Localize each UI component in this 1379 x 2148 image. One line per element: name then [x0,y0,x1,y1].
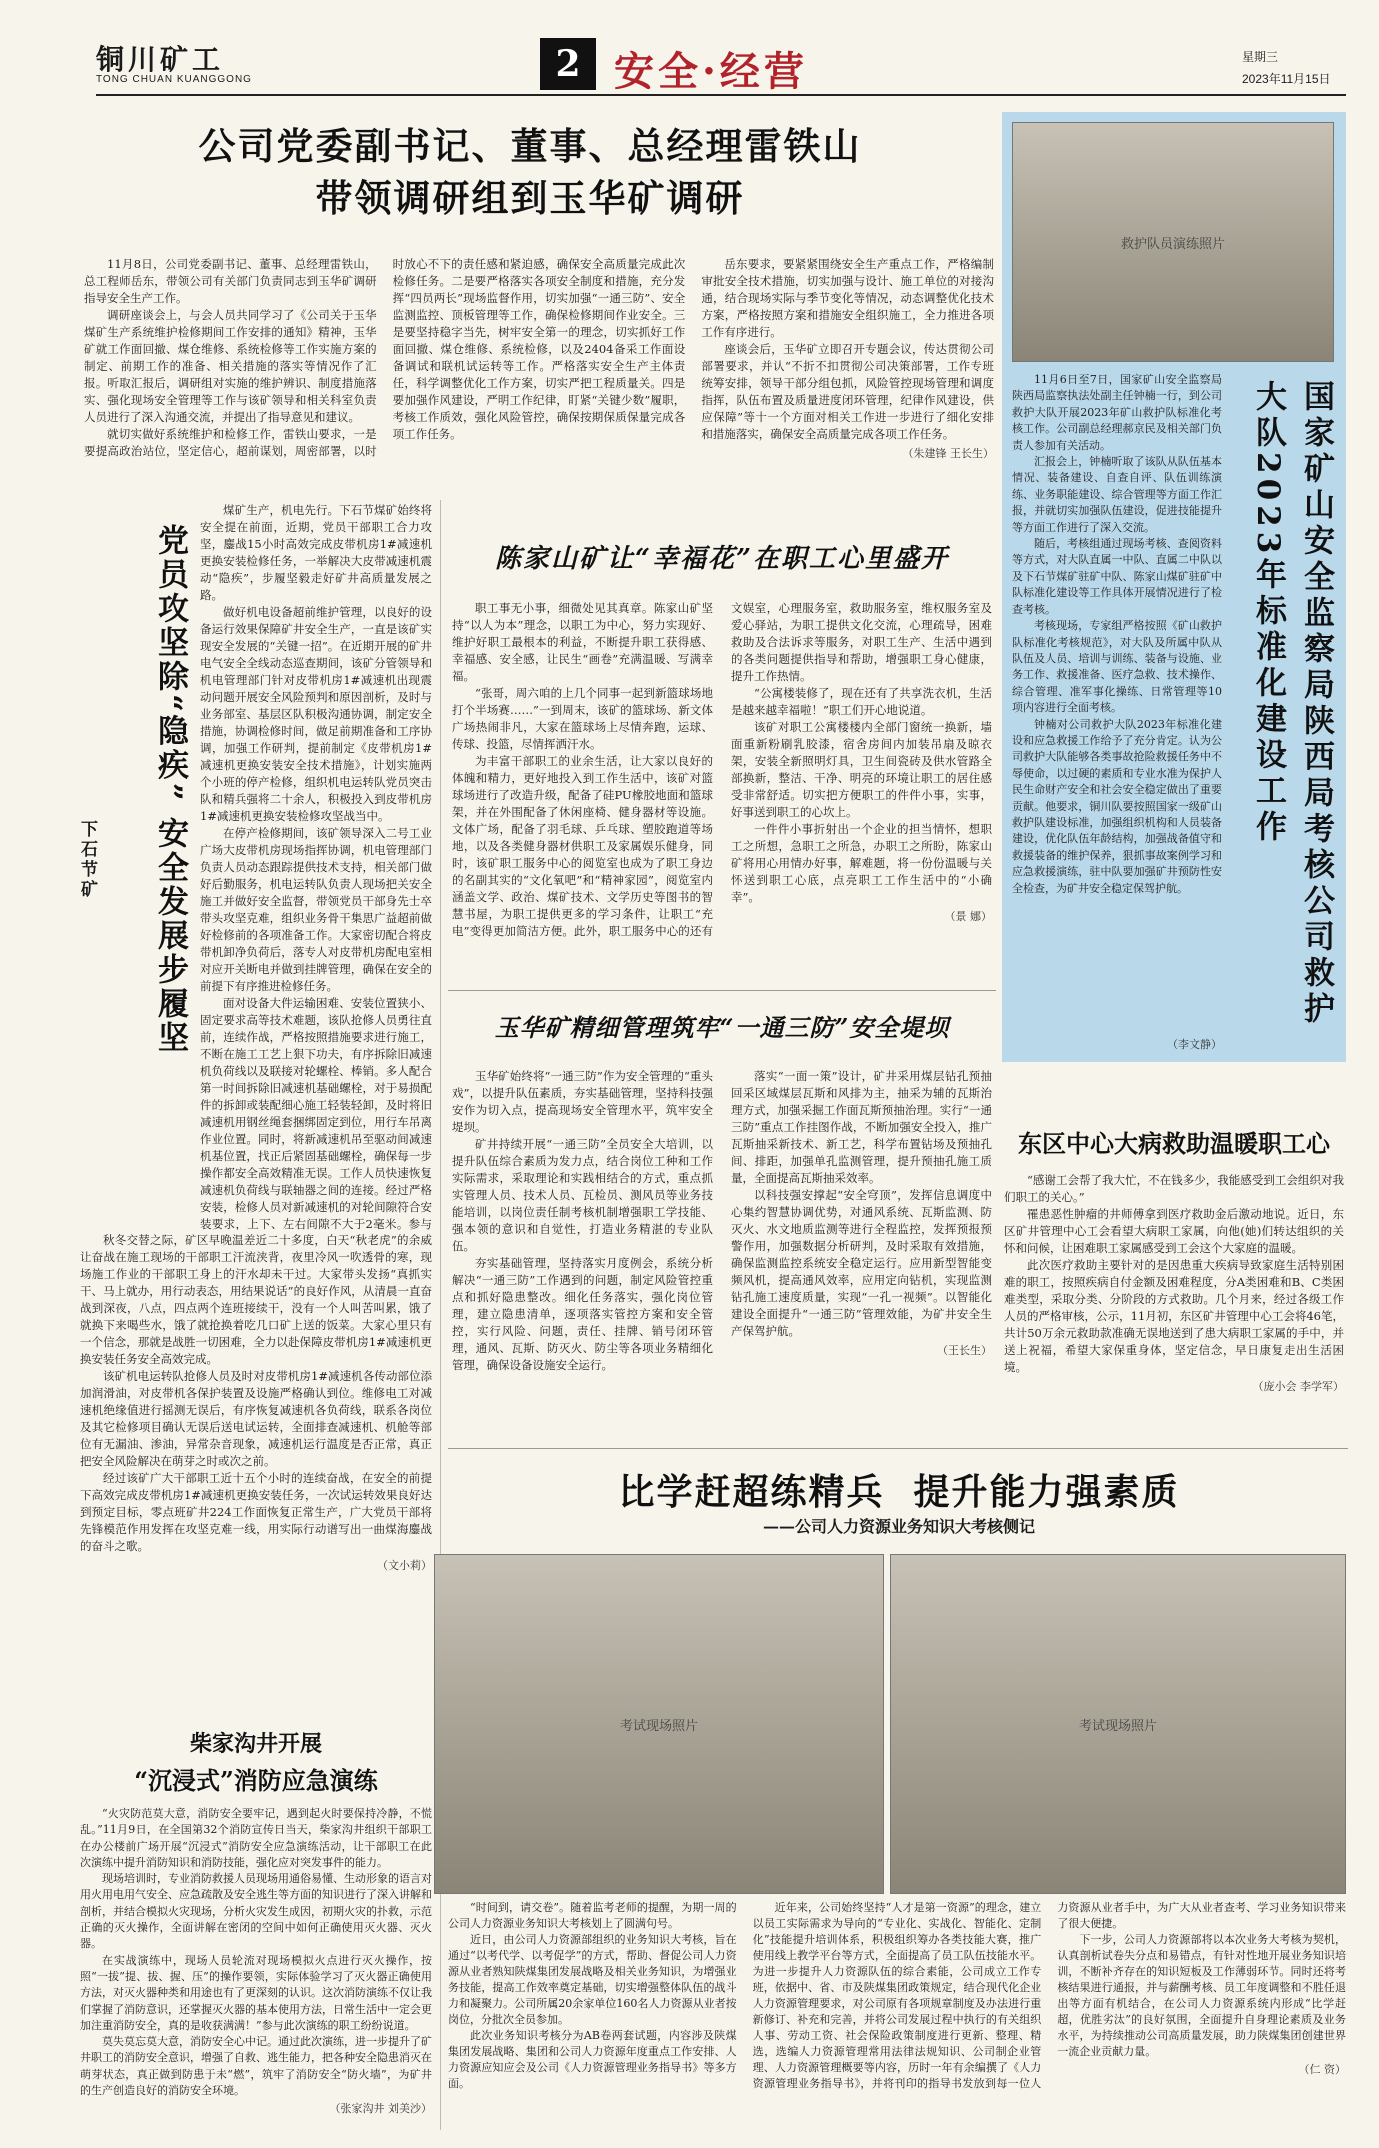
lead-para: 岳东要求，要紧紧围绕安全生产重点工作，严格编制审批安全技术措施，切实加强与设计、施工单位的对接沟通，结合现场实际与季节变化等情况，动态调整优化技术方案，严格按照方案和措施安全组织施工，全力推进各项工作有序进行。 [701,257,994,339]
donghospital-body [1004,1172,1344,1442]
rescue-para: 钟楠对公司救护大队2023年标准化建设和应急救援工作给予了充分肯定。认为公司救护大队能够各类事故抢险救援任务中不辱使命，以过硬的素质和专业水准为保护人民生命财产安全和社会安全稳定做出了重要贡献。他要求，铜川队要按照国家一级矿山救护队建设标准，加强组织机构和人员装备建设，优化队伍年龄结构，加强战备值守和救援装备的维护保养，狠抓事故案例学习和应急救援演练，驻中队要加强矿井预防性安全检查，为矿井安全稳定保驾护航。 [1012,717,1222,895]
fire-para: 莫失莫忘莫大意，消防安全心中记。通过此次演练，进一步提升了矿井职工的消防安全意识，增强了自救、逃生能力，把各种安全隐患消灭在萌芽状态，真正做到防患于未“燃”，筑牢了消防安全“防火墙”，为矿井的生产创造良好的消防安全环境。 [80,2035,432,2098]
yuhua-body [452,1068,992,1440]
masthead [0,0,1379,100]
lead-para: 调研座谈会上，与会人员共同学习了《公司关于玉华煤矿生产系统维护检修期间工作安排的通知》精神，玉华矿就工作面回撤、煤仓维修、系统检修等工作实施方案的制定、前期工作的准备、相关措施的落实等情况作了汇报。听取汇报后，调研组对实施的维护辨识、制度措施落实、强化现场安全管理等工作与该矿领导和相关科室负责人员进行了深入沟通交流，并提出了指导意见和建议。 [84,308,377,424]
hr-photo-right-label: 考试现场照片 [1078,1718,1157,1734]
chenjiashan-para: 职工事无小事，细微处见其真章。陈家山矿坚持“以人为本”理念，以职工为中心，努力实现好、维护好职工最根本的利益，不断提升职工获得感、幸福感、安全感，让民生“画卷”充满温暖、写满幸福。 [452,601,713,683]
hr-body [448,1900,1346,2140]
lead-para: 座谈会后，玉华矿立即召开专题会议，传达贯彻公司部署要求，并认“不折不扣贯彻公司决策部署，工作专班统筹安排，领导干部分组包抓，风险管控现场管理和调度指挥，队伍布置及质量进度闭环管理，纪律作风建设，供应保障”等十一个方面对相关工作进一步进行了细化安排和措施落实，确保安全高质量完成各项工作任务。 [701,342,994,441]
page-number: 2 [555,43,581,85]
fire-headline-line1: 柴家沟井开展 [189,1731,322,1757]
xiashijie-headline: 党员攻坚除“隐疾” 安全发展步履坚 [152,524,188,1056]
rescue-para: 汇报会上，钟楠听取了该队从队伍基本情况、装备建设、自查自评、队伍训练演练、业务职能建设、综合管理等方面工作汇报，并就切实加强队伍建设，促进技能提升等方面工作进行了深入交流。 [1012,455,1222,534]
masthead-rule [96,94,1346,96]
xiashijie-body-cont [80,1232,432,1722]
rescue-para: 随后，考核组通过现场考核、查阅资料等方式，对大队直属一中队、直属二中队以及下石节煤矿驻矿中队、陈家山煤矿驻矿中队标准化建设等工作具体开展情况进行了检查考核。 [1012,537,1222,616]
lead-para: 11月8日，公司党委副书记、董事、总经理雷铁山，总工程师岳东，带领公司有关部门负责同志到玉华矿调研指导安全生产工作。 [84,257,377,305]
xiashijie-para: 在停产检修期间，该矿领导深入二号工业广场大皮带机房现场指挥协调，机电管理部门负责人员动态跟踪提供技术支持，相关部门做好后勤服务，机电运转队负责人现场把关安全施工并做好安全监督，带领党员干部身先士卒带头攻坚克难，组织业务骨干集思广益超前做好检修前的各项准备工作。大家密切配合将皮带机卸净负荷后，落专人对皮带机房配电室相对应开关断电并做到挂牌管理，确保在安全的前提下有序推进检修任务。 [200,826,432,993]
xiashijie-para: 经过该矿广大干部职工近十五个小时的连续奋战，在安全的前提下高效完成皮带机房1#减速机更换安装任务，一次试运转效果良好达到预定目标，零点班矿井224工作面恢复正常生产，广大党员干部将先锋模范作用发挥在攻坚克难一线，用实际行动谱写出一曲煤海鏖战的奋斗之歌。 [80,1471,432,1553]
donghospital-headline: 东区中心大病救助温暖职工心 [1018,1129,1330,1158]
hr-para: 近日，由公司人力资源部组织的业务知识大考核，旨在通过“以考代学、以考促学”的方式，帮助、督促公司人力资源从业者熟知陕煤集团发展战略及相关业务知识，为增强业务技能，提高工作效率奠定基础，切实增强整体队伍的战斗力和凝聚力。公司所属20余家单位160名人力资源从业者按岗位，分批次全员参加。 [448,1933,737,2026]
xiashijie-para: 该矿机电运转队抢修人员及时对皮带机房1#减速机各传动部位添加润滑油，对皮带机各保护装置及设施严格确认到位。维修电工对减速机绝缘值进行摇测无误后，有序恢复减速机各负荷线，联系各岗位及其它检修项目确认无误后送电试运转，全面排查减速机、机舱等部位有无漏油、渗油，异常杂音现象，减速机运行温度是否正常，真正把安全风险解决在萌芽之时或次之前。 [80,1369,432,1468]
chenjiashan-para: “张哥，周六咱的上几个同事一起到新篮球场地打个半场赛……”一到周末，该矿的篮球场、新文体广场热闹非凡，大家在篮球场上尽情奔跑，运球、传球、投篮，尽情挥洒汗水。 [452,686,713,751]
yuhua-para: 玉华矿始终将“一通三防”作为安全管理的“重头戏”，以提升队伍素质，夯实基础管理，坚持科技强安作为切入点，提高现场安全管理水平，筑牢安全堤坝。 [452,1069,713,1134]
hr-photo-right [890,1554,1346,1894]
donghospital-byline: （庞小会 李学军） [1252,1380,1344,1393]
lead-headline-line2: 带领调研组到玉华矿调研 [315,176,745,220]
hr-para: “时间到，请交卷”。随着监考老师的提醒，为期一周的公司人力资源业务知识大考核划上了圆满句号。 [448,1901,737,1930]
lead-headline [80,120,980,224]
yuhua-headline: 玉华矿精细管理筑牢“一通三防”安全堤坝 [494,1013,950,1042]
donghospital-para: 罹患恶性肿瘤的井师傅拿到医疗救助金后激动地说。近日，东区矿井管理中心工会看望大病职工家属，向他(她)们转达组织的关怀和问候，让困难职工家属感受到工会这个大家庭的温暖。 [1004,1207,1344,1255]
rescue-para: 考核现场，专家组严格按照《矿山救护队标准化考核规范》，对大队及所属中队从队伍及人员、培训与训练、装备与设施、业务工作、救援准备、医疗急救、技术操作、综合管理、准军事化操练、日常管理等10项内容进行全面考核。 [1012,619,1222,715]
chenjiashan-para: 该矿对职工公寓楼楼内全部门窗统一换新，墙面重新粉刷乳胶漆，宿舍房间内加装吊扇及晾衣架，安装全新照明灯具，卫生间瓷砖及供水管路全部换新，整洁、干净、明亮的环境让职工的居住感受非常舒适。切实把方便职工的件件小事，实事，好事送到职工的心坎上。 [731,720,992,819]
donghospital-para: 此次医疗救助主要针对的是因患重大疾病导致家庭生活特别困难的职工，按照疾病自付金额及困难程度，分A类困难和B、C类困难类型，采取分类、分阶段的方式救助。几个月来，经过各级工作人员的严格审核，公示，11月初，东区矿井管理中心工会将46笔，共计50万余元救助款准确无误地送到了患大病职工家属的手中，并送上祝福，希望大家保重身体，坚定信念，早日康复走出生活困境。 [1004,1258,1344,1374]
hr-subhead: ——公司人力资源业务知识大考核侧记 [762,1517,1035,1536]
yuhua-para: 矿井持续开展“一通三防”全员安全大培训，以提升队伍综合素质为发力点，结合岗位工种和工作实际需求，采取理论和实践相结合的方式，重点抓实管理人员、技术人员、瓦检员、测风员等业务技能培训，以岗位责任制考核机制增强职工学技能、强本领的意识和自觉性，打造业务精湛的专业队伍。 [452,1137,713,1253]
xiashijie-byline: （文小莉） [377,1559,432,1572]
chenjiashan-byline: （景 娜） [944,910,992,923]
fire-byline: （张家沟井 刘美沙） [329,2102,432,2116]
yuhua-para: 落实“一面一策”设计，矿井采用煤层钻孔预抽回采区域煤层瓦斯和风排为主，抽采为辅的瓦斯治理方式，加强采掘工作面瓦斯预抽治理。实行“一通三防”重点工作挂图作战，不断加强安全投入，推广瓦斯抽采新技术、新工艺，科学布置钻场及预抽孔间、排距，加强单孔监测管理，提升预抽孔施工质量，全面提高瓦斯抽采效率。 [731,1069,992,1185]
yuhua-para: 以科技强安撑起“安全穹顶”，发挥信息调度中心集约智慧协调优势，对通风系统、瓦斯监测、防灭火、水文地质监测等进行全程监控，发挥预报预警作用，加强数据分析研判，及时采取有效措施，确保监测监控系统安全稳定运行。应用新型智能变频风机，提高通风效率，应用定向钻机，实现监测钻孔施工速度质量，实现“一孔一视频”。以智能化建设全面提升“一通三防”管理效能，为矿井安全生产保驾护航。 [731,1188,992,1338]
fire-para: 现场培训时，专业消防救援人员现场用通俗易懂、生动形象的语言对用火用电用气安全、应急疏散及安全逃生等方面的知识进行了深入讲解和剖析，并结合模拟火灾现场，分析火灾发生成因，初期火灾的扑救，示范正确的灭火操作，全面讲解在密闭的空间中如何正确使用灭火器、灭火器。 [80,1872,432,1951]
fire-headline [80,1726,432,1800]
hr-para: 近年来，公司始终坚持“人才是第一资源”的理念，建立以员工实际需求为导向的“专业化、实战化、智能化、定制化”技能提升培训体系，积极组织筹办各类技能大赛，推广使用线上教学平台等方式，全面提高了员工队伍技能水平。为进一步提升人力资源队伍的综合素能，公司成立工作专班，依据中、省、市及陕煤集团政策规定，结合现代化企业人力资源管理要求，对公司原有各项规章制度及办法进行重新修订、补充和完善，并将公司发展过程中执行的有关组织人事、劳动工资、社会保险政策制度进行更新、整理、精选，选编人力资源管理常用法律法规知识、公司制企业管理、人力资源管理概要等内容，历时一年有余编撰了《人力资源管理业务指导书》，并将刊印的指导书发放到每一位人力资源从业者手中，为广大从业者查考、学习业务知识带来了很大便捷。 [752,1901,1346,2090]
section-title: 安全·经营 [614,48,808,95]
fire-para: 在实战演练中，现场人员轮流对现场模拟火点进行灭火操作，按照“一拔”提、拔、握、压”的操作要领，实际体验学习了灭火器正确使用方法，对灭火器种类和用途也有了更深刻的认识。这次消防演练不仅让我们掌握了消防意识，还掌握灭火器的基本使用方法，日常生活中一定会更加注重消防安全，真的是收获满满！”参与此次演练的职工纷纷说道。 [80,1953,432,2032]
paper-name: 铜川矿工 [96,43,225,76]
section-rule [448,990,996,991]
hr-byline: （仁 资） [1298,2063,1346,2076]
fire-body [80,1806,432,2132]
rescue-byline: （李文静） [1167,1038,1222,1051]
donghospital-para: “感谢工会帮了我大忙，不在钱多少，我能感受到工会组织对我们职工的关心。” [1004,1173,1344,1204]
chenjiashan-para: “公寓楼装修了，现在还有了共享洗衣机，生活是越来越幸福啦！”职工们开心地说道。 [731,686,992,717]
lead-para: 就切实做好系统维护和检修工作，雷铁山要求，一是要提高政治站位，坚定信心，超前谋划，周密部署，以时时放心不下的责任感和紧迫感，确保安全高质量完成此次检修任务。二是要严格落实各项安全制度和措施，充分发挥“四员两长”现场监督作用，切实加强“一通三防”、安全监测监控、顶板管理等工作，确保检修期间作业安全。三是要坚持稳字当先，树牢安全第一的理念，切实抓好工作面回撤、煤仓维修、系统检修，以及2404备采工作面设备调试和联机试运转等工作。严格落实安全生产主体责任，科学调整优化工作方案，切实严把工程质量关。四是要加强作风建设，严明工作纪律，盯紧“关键少数”履职，考核工作质效，强化风险管控，确保按期保质保量完成各项工作任务。 [84,257,686,458]
xiashijie-para: 面对设备大件运输困难、安装位置狭小、固定要求高等技术难题，该队抢修人员勇往直前，连续作战，严格按照措施要求进行施工，不断在施工工艺上狠下功夫，有序拆除旧减速机负荷线以及联接对轮螺栓、棒销。多人配合第一时间拆除旧减速机基础螺栓，对于易损配件的拆卸或装配细心施工轻装轻卸，及时将旧减速机用钢丝绳套捆绑固定到位，用行车吊离作业位置。同时，将新减速机吊至驱动间减速机基位置，找正后紧固基础螺栓，确保每一步操作都安全高效精准无误。工作人员快速恢复减速机负荷线与联轴器之间的连接。经过严格安装，检修人员对新减速机的对轮间隙符合安装要求，上下、左右间隙不大于2毫米。参与 [200,996,432,1230]
xiashijie-unit: 下石节矿 [77,820,97,900]
issue-date: 2023年11月15日 [1242,72,1331,86]
hr-para: 此次业务知识考核分为AB卷两套试题，内容涉及陕煤集团发展战略、集团和公司人力资源年度重点工作安排、人力资源应知应会及公司《人力资源管理业务指导书》等多方面。 [448,2029,737,2090]
lead-headline-line1: 公司党委副书记、董事、总经理雷铁山 [198,124,862,168]
rescue-photo-label: 救护队员演练照片 [1120,236,1225,252]
xiashijie-body [200,502,432,1230]
fire-para: “火灾防范莫大意，消防安全要牢记，遇到起火时要保持冷静，不慌乱。”11月9日，在全国第32个消防宣传日当天，柴家沟井组织干部职工在办公楼前广场开展“沉浸式”消防安全应急演练活动，让干部职工在此次演练中提升消防知识和消防技能，强化应对突发事件的能力。 [80,1807,432,1869]
xiashijie-para: 煤矿生产，机电先行。下石节煤矿始终将安全提在前面，近期，党员干部职工合力攻坚，鏖战15小时高效完成皮带机房1#减速机更换安装检修任务，一举解决大皮带减速机震动“隐疾”，步履坚毅走好矿井高质量发展之路。 [200,503,432,602]
hr-photo-left [434,1554,884,1894]
yuhua-para: 夯实基础管理，坚持落实月度例会，系统分析解决“一通三防”工作遇到的问题，制定风险管控重点和抓好隐患整改。细化任务落实，强化岗位管理，建立隐患清单，逐项落实管控方案和安全管控，实行风险、问题，责任、挂牌、销号闭环管理，通风、瓦斯、防灭火、防尘等各项业务精细化管理，确保设备设施安全运行。 [452,1256,713,1372]
xiashijie-para: 秋冬交替之际，矿区早晚温差近二十多度，白天“秋老虎”的余威让奋战在施工现场的干部职工汗流浃背，夜里冷风一吹透骨的寒，现场施工作业的干部职工身上的汗水却未干过。大家带头发扬“真抓实干、马上就办，用行动表态，用结果说话”的良好作风，从清晨一直奋战到深夜，八点，四点两个连班接续干，没有一个人叫苦叫累，饿了就换下来喝些水，饿了就抢换着吃几口矿上送的饭菜。大家心里只有一个信念，那就是战胜一切困难，全力以赴保障皮带机房1#减速机更换安装任务安全高效完成。 [80,1233,432,1366]
lead-article-body [84,256,994,484]
fire-headline-line2: “沉浸式”消防应急演练 [134,1766,378,1795]
rescue-para: 11月6日至7日，国家矿山安全监察局陕西局监察执法处副主任钟楠一行，到公司救护大队开展2023年矿山救护队标准化考核工作。公司副总经理郝京民及相关部门负责人参加有关活动。 [1012,373,1222,452]
rescue-headline: 国家矿山安全监察局陕西局考核公司救护大队2023年标准化建设工作 [1250,380,1334,1028]
weekday: 星期三 [1242,50,1279,64]
rescue-photo [1012,122,1334,362]
chenjiashan-para: 为丰富干部职工的业余生活，让大家以良好的体魄和精力，更好地投入到工作生活中，该矿对篮球场进行了改造升级，配备了硅PU橡胶地面和篮球架，并在外围配备了休闲座椅、健身器材等设施。文体广场，配备了羽毛球、乒乓球、塑胶跑道等场地，以及各类健身器材供职工及家属娱乐健身，同时，该矿职工服务中心的阅览室也成为了职工身边的名副其实的“文化氧吧”和“精神家园”，阅览室内涵盖文学、政治、煤矿技术、文学历史等图书的智慧书屋，为职工提供更多的学习条件，让职工“充电”变得更加简洁方便。此外，职工服务中心的还有文娱室，心理服务室，救助服务室，维权服务室及爱心驿站，为职工提供文化交流，心理疏导，困难救助及合法诉求等服务，对职工生产、生活中遇到的各类问题提供指导和帮助，增强职工身心健康，提升工作热情。 [452,601,992,938]
page-number-box [540,38,596,90]
yuhua-byline: （王长生） [937,1344,992,1357]
rescue-body [1012,372,1222,1032]
hr-photo-left-label: 考试现场照片 [619,1718,698,1734]
hr-para: 下一步，公司人力资源部将以本次业务大考核为契机，认真剖析试卷失分点和易错点，有针对性地开展业务知识培训，不断补齐存在的知识短板及工作薄弱环节。同时还将考核结果进行通报，并与薪酬考核、员工年度调整和不胜任退出等方面有机结合，在公司人力资源系统内形成“比学赶超，优胜劣汰”的良好氛围，全面提升自身理论素质及业务水平，为持续推动公司高质量发展，助力陕煤集团创建世界一流企业贡献力量。 [1057,1933,1346,2058]
hr-headline: 比学赶超练精兵 提升能力强素质 [618,1471,1180,1513]
chenjiashan-para: 一件件小事折射出一个企业的担当情怀，想职工之所想，急职工之所急，办职工之所盼，陈家山矿将用心用情办好事，解难题，将一份份温暖与关怀送到职工心底，点亮职工工作生活中的“小确幸”。 [731,822,992,904]
section-rule [448,1448,1348,1449]
chenjiashan-headline: 陈家山矿让“幸福花”在职工心里盛开 [495,544,949,574]
lead-byline: （朱建锋 王长生） [902,447,994,460]
xiashijie-para: 做好机电设备超前维护管理，以良好的设备运行效果保障矿井安全生产，一直是该矿实现安全发展的“关键一招”。在近期开展的矿井电气安全全线动态巡查期间，该矿分管领导和机电管理部门针对皮带机房1#减速机出现震动问题开展安全风险预判和原因剖析，及时与业务部室、基层区队积极沟通协调，制定安全措施，协调检修时间，做足前期准备和工序协调，加强工作研判，提前制定《皮带机房1#减速机更换安装安全技术措施》，计划实施两个小班的停产检修，组织机电运转队党员突击队和精兵强将二十余人，积极投入到皮带机房1#减速机更换安装检修攻坚战当中。 [200,605,432,823]
chenjiashan-body [452,600,992,985]
rescue-sidebar [1002,112,1346,1062]
paper-pinyin: TONG CHUAN KUANGGONG [96,74,252,85]
